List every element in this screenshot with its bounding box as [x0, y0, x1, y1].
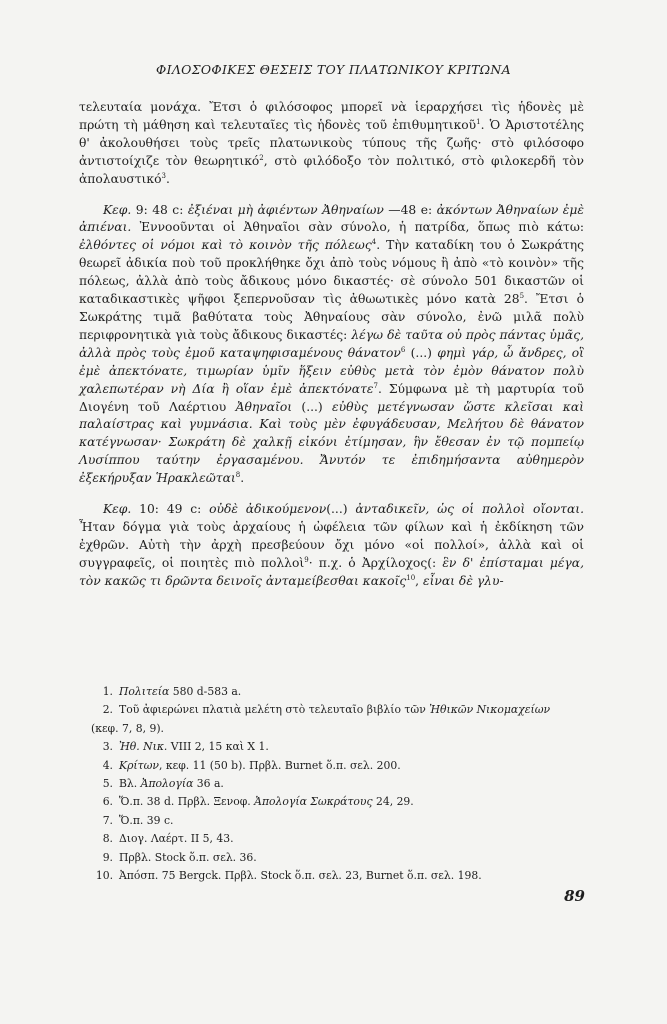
text-run: τελευταία μονάχα. Ἔτσι ὁ φιλόσοφος μπορεῖ νὰ ἱεραρχήσει τὶς ἡδονὲς μὲ πρώτη τὴ μάθηση καὶ τελευταῖες τὶς ἡδονὲς τοῦ ἐπιθυμητικοῦ — [79, 100, 584, 132]
footnote-number: 3. — [102, 740, 113, 754]
italic-quote: ἐλθόντες οἱ νόμοι καὶ τὸ κοινὸν τῆς πόλεως — [79, 238, 372, 253]
text-run: . — [165, 171, 170, 186]
footnote-number: 6. — [102, 795, 113, 809]
footnote-item — [91, 830, 581, 848]
footnote-number: 5. — [102, 777, 113, 791]
page-number: 89 — [564, 887, 585, 905]
text-run: 24, 29. — [372, 795, 414, 809]
text-run: · π.χ. ὁ Ἀρχίλοχος(: — [308, 555, 443, 570]
text-run: 9: 48 c: — [131, 202, 188, 217]
italic-quote: ἓν δ' ἐπίσταμαι μέγα, τὸν κακῶς τι δρῶντα δεινοῖς ἀνταμείβεσθαι κακοῖς — [79, 555, 584, 588]
text-run: . Ὁ Ἀριστοτέλης θ' ἀκολουθήσει τοὺς τρεῖς πλατωνικοὺς τύπους τῆς ζωῆς· στὸ φιλόσοφο ἀντιστοίχιζε τὸν θεωρητικό — [79, 117, 584, 168]
italic-quote: Ἠθικῶν Νικομαχείων — [429, 703, 551, 717]
main-text — [79, 99, 584, 604]
italic-quote: Κεφ. — [103, 502, 132, 517]
footnote-ref: 9 — [304, 555, 309, 564]
paragraph — [79, 99, 584, 189]
italic-quote: εὐθὺς μετέγνωσαν ὥστε κλεῖσαι καὶ παλαίστρας καὶ γυμνάσια. Καὶ τοὺς μὲν ἐφυγάδευσαν, Μελήτου δὲ θάνατον κατέγνωσαν· Σωκράτη δὲ χαλκῇ εἰκόνι ἐτίμησαν, ἣν ἔθεσαν ἐν τῷ πομπείῳ Λυσίππου ταύτην ἐργασαμένου. Ἄνυτόν τε ἐπιδημήσαντα αὐθημερὸν ἐξεκήρυξαν Ἡρακλεῶται — [79, 399, 584, 486]
italic-quote: Κρίτων — [119, 758, 159, 772]
italic-quote: Ἀπολογία Σωκράτους — [254, 795, 373, 809]
footnote-number: 2. — [102, 703, 113, 717]
text-run: Βλ. — [119, 777, 141, 791]
running-header: ΦΙΛΟΣΟΦΙΚΕΣ ΘΕΣΕΙΣ ΤΟΥ ΠΛΑΤΩΝΙΚΟΥ ΚΡΙΤΩΝΑ — [156, 62, 511, 77]
italic-quote: λέγω δὲ ταῦτα οὐ πρὸς πάντας ὑμᾶς, ἀλλὰ πρὸς τοὺς ἐμοῦ καταψηφισαμένους θάνατον — [79, 327, 584, 360]
italic-quote: ἀκόντων Ἀθηναίων ἐμὲ ἀπιέναι. — [79, 202, 584, 235]
text-run: Διογ. Λαέρτ. II 5, 43. — [119, 832, 234, 846]
footnote-item — [91, 757, 581, 775]
text-run: (...) — [405, 345, 438, 360]
footnote-item — [91, 812, 581, 830]
footnote-item — [91, 793, 581, 811]
italic-quote: ἐξιέναι μὴ ἀφιέντων Ἀθηναίων — [187, 202, 384, 217]
italic-quote: Πολιτεία — [119, 685, 170, 698]
italic-quote: εἶναι δὲ γλυ- — [422, 573, 504, 588]
italic-quote: φημὶ γάρ, ὦ ἄνδρες, οἳ ἐμὲ ἀπεκτόνατε, τιμωρίαν ὑμῖν ἥξειν εὐθὺς μετὰ τὸν ἐμὸν θάνατον πολὺ χαλεπωτέραν νὴ Δία ἢ οἵαν ἐμὲ ἀπεκτόνατε — [79, 345, 585, 396]
text-run: , κεφ. 11 (50 b). Πρβλ. Burnet ὅ.π. σελ. 200. — [159, 758, 401, 772]
footnote-item — [91, 867, 581, 885]
italic-quote: Κεφ. — [103, 202, 132, 217]
paragraph — [79, 202, 584, 489]
text-run: . Ἔτσι ὁ Σωκράτης τιμᾶ βαθύτατα τοὺς Ἀθηναίους σὰν σύνολο, ἐνῶ μιλᾶ πολὺ περιφρονητικὰ γιὰ τοὺς ἄδικους δικαστές: — [79, 292, 584, 342]
text-run: Ἐννοοῦνται οἱ Ἀθηναῖοι σὰν σύνολο, ἡ πατρίδα, ὅπως πιὸ κάτω: — [131, 220, 584, 235]
italic-quote: Ἠθ. Νικ. — [119, 740, 168, 754]
italic-quote: Ἀπολογία — [140, 777, 194, 791]
footnote-ref: 1 — [476, 117, 481, 126]
footnote-number: 7. — [102, 813, 113, 827]
footnote-number: 1. — [102, 685, 113, 698]
footnote-ref: 2 — [259, 153, 264, 162]
footnote-number: 9. — [102, 850, 113, 864]
footnote-number: 10. — [95, 869, 113, 883]
text-run: Ὅ.π. 38 d. Πρβλ. Ξενοφ. — [119, 795, 255, 809]
text-run: , στὸ φιλόδοξο τὸν πολιτικό, στὸ φιλοκερδῆ τὸν ἀπολαυστικό — [79, 153, 585, 186]
footnote-item — [91, 683, 581, 701]
footnote-number: 4. — [102, 758, 113, 772]
footnote-ref: 5 — [519, 291, 525, 300]
footnote-item — [91, 775, 581, 793]
text-run: Πρβλ. Stock ὅ.π. σελ. 36. — [119, 850, 257, 864]
text-run: (...) — [292, 399, 333, 414]
text-run: Τοῦ ἀφιερώνει πλατιὰ μελέτη στὸ τελευταῖο βιβλίο τῶν — [119, 703, 430, 717]
text-run: Ἦταν δόγμα γιὰ τοὺς ἀρχαίους ἡ ὠφέλεια τῶν φίλων καὶ ἡ ἐκδίκηση τῶν ἐχθρῶν. Αὐτὴ τὴν ἀρχὴ πρεσβεύουν ὄχι μόνο «οἱ πολλοί», ἀλλὰ καὶ οἱ συγγραφεῖς, οἱ ποιητὲς πιὸ πολλοὶ — [79, 519, 584, 570]
text-run: 10: 49 c: — [131, 502, 210, 517]
text-run: . Σύμφωνα μὲ τὴ μαρτυρία τοῦ Διογένη τοῦ Λαέρτιου — [79, 381, 584, 414]
italic-quote: οὐδὲ ἀδικούμενον — [209, 502, 327, 517]
footnotes — [91, 683, 581, 885]
text-run: (κεφ. 7, 8, 9). — [91, 721, 164, 735]
text-run: , — [415, 573, 423, 588]
text-run: Ὅ.π. 39 c. — [119, 813, 174, 827]
footnote-item — [91, 849, 581, 867]
text-run: VIII 2, 15 καὶ X 1. — [167, 740, 269, 754]
paragraph — [79, 501, 584, 591]
footnote-ref: 4 — [371, 238, 377, 247]
footnote-ref: 8 — [235, 471, 241, 480]
text-run: . — [240, 471, 245, 486]
footnote-ref: 3 — [161, 171, 166, 180]
italic-quote: ἀνταδικεῖν, ὡς οἱ πολλοὶ οἴονται. — [355, 502, 585, 517]
footnote-item — [91, 701, 581, 738]
italic-quote: Ἀθηναῖοι — [235, 399, 293, 414]
footnote-number: 8. — [102, 832, 113, 846]
footnote-item — [91, 738, 581, 756]
text-run: 580 d-583 a. — [169, 685, 242, 698]
text-run: 36 a. — [193, 777, 224, 791]
text-run: —48 e: — [383, 202, 437, 217]
text-run: (...) — [326, 502, 356, 517]
text-run: . Τὴν καταδίκη του ὁ Σωκράτης θεωρεῖ ἀδικία ποὺ τοῦ προκλήθηκε ὄχι ἀπὸ τοὺς νόμους ἢ ἀπὸ «τὸ κοινὸν» τῆς πόλεως, ἀλλὰ ἀπὸ τοὺς ἄδικους μόνο δικαστές· σὲ σύνολο 501 δικαστῶν οἱ καταδικαστικὲς ψῆφοι ξεπερνοῦσαν τὶς ἀθωωτικὲς μόνο κατὰ 28 — [79, 238, 584, 307]
footnote-ref: 6 — [400, 345, 406, 354]
footnote-ref: 7 — [373, 381, 378, 390]
text-run: Ἀπόσπ. 75 Bergck. Πρβλ. Stock ὅ.π. σελ. 23, Burnet ὅ.π. σελ. 198. — [119, 869, 482, 883]
footnote-ref: 10 — [406, 573, 416, 582]
